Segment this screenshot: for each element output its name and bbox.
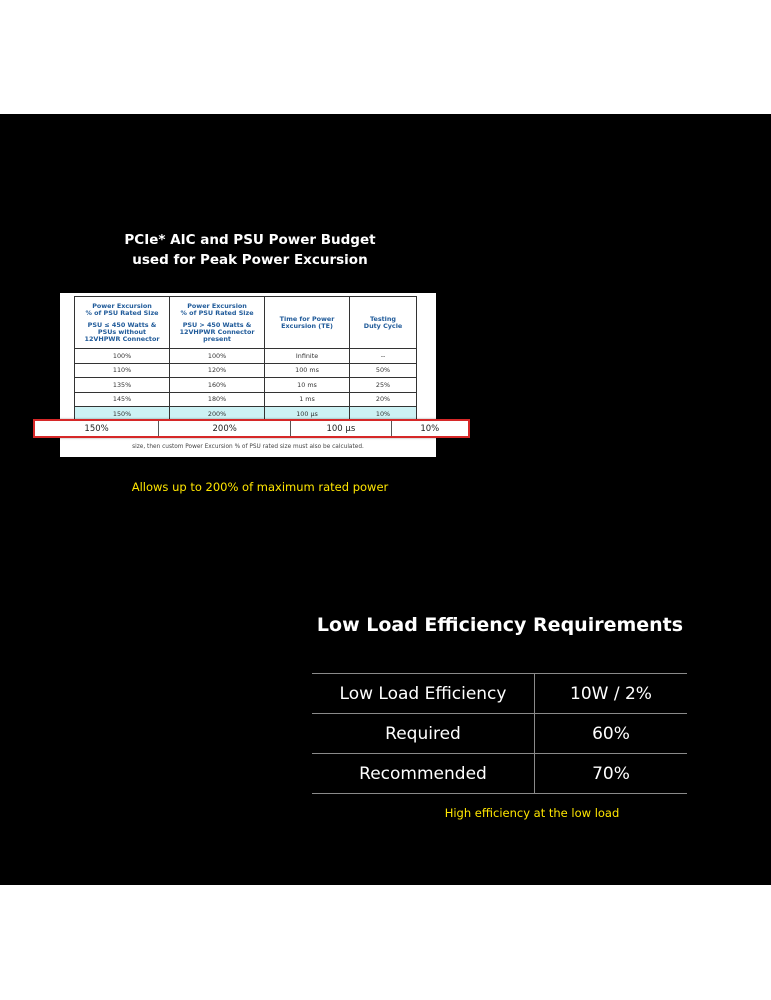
table-cell: 10% — [350, 407, 417, 422]
low-load-caption: High efficiency at the low load — [444, 806, 620, 820]
table-cell: 110% — [75, 363, 170, 378]
table-cell: 100 ms — [265, 363, 350, 378]
highlighted-row-callout — [33, 419, 470, 438]
table-row — [75, 392, 417, 407]
header-col-4 — [350, 297, 417, 349]
header-text: Power Excursion — [92, 301, 152, 310]
table-cell: 120% — [170, 363, 265, 378]
header-text: PSUs without — [97, 327, 147, 336]
header-col-1 — [75, 297, 170, 349]
header-text: Excursion (TE) — [281, 321, 333, 330]
table-cell: 60% — [535, 714, 688, 754]
table-cell: 70% — [535, 754, 688, 794]
callout-cell: 100 µs — [291, 421, 391, 436]
title-line-1: PCIe* AIC and PSU Power Budget — [124, 232, 376, 248]
table-row — [312, 674, 687, 714]
header-text: Testing — [369, 314, 397, 323]
table-cell: 25% — [350, 378, 417, 393]
low-load-title: Low Load Efficiency Requirements — [316, 614, 684, 636]
header-text: Duty Cycle — [363, 321, 403, 330]
header-text: present — [203, 334, 231, 343]
table-cell: 100% — [170, 349, 265, 364]
power-excursion-table — [74, 296, 417, 422]
header-text: % of PSU Rated Size — [85, 308, 159, 317]
callout-cell: 200% — [159, 421, 291, 436]
table-cell: -- — [350, 349, 417, 364]
header-text: % of PSU Rated Size — [180, 308, 254, 317]
header-col-3 — [265, 297, 350, 349]
header-text: 12VHPWR Connector — [84, 334, 160, 343]
table-cell: 10 ms — [265, 378, 350, 393]
header-text: 12VHPWR Connector — [179, 327, 255, 336]
title-line-2: used for Peak Power Excursion — [132, 252, 368, 268]
table-cell: 160% — [170, 378, 265, 393]
power-excursion-title — [100, 230, 400, 270]
header-col-2 — [170, 297, 265, 349]
table-cell: 1 ms — [265, 392, 350, 407]
header-text: Time for Power — [279, 314, 335, 323]
table-cell: 50% — [350, 363, 417, 378]
table-row — [75, 378, 417, 393]
table-cell: 100% — [75, 349, 170, 364]
table-cell: Required — [312, 714, 535, 754]
power-excursion-caption: Allows up to 200% of maximum rated power — [131, 480, 389, 494]
table-cell: 10W / 2% — [535, 674, 688, 714]
table-cell: 180% — [170, 392, 265, 407]
table-cell: Recommended — [312, 754, 535, 794]
callout-cell: 10% — [420, 423, 440, 434]
table-cell: Low Load Efficiency — [312, 674, 535, 714]
header-text: PSU > 450 Watts & — [182, 320, 252, 329]
header-text: Power Excursion — [187, 301, 247, 310]
document-footnote: size, then custom Power Excursion % of PSU rated size must also be calculated. — [132, 444, 364, 450]
table-row — [75, 363, 417, 378]
table-row — [312, 714, 687, 754]
table-cell: 100 µs — [265, 407, 350, 422]
table-cell: 20% — [350, 392, 417, 407]
header-text: PSU ≤ 450 Watts & — [87, 320, 157, 329]
table-cell: 150% — [75, 407, 170, 422]
table-cell: 200% — [170, 407, 265, 422]
table-cell: Infinite — [265, 349, 350, 364]
table-cell: 145% — [75, 392, 170, 407]
table-cell: 135% — [75, 378, 170, 393]
callout-cell: 150% — [35, 421, 159, 436]
table-row — [75, 349, 417, 364]
low-load-table — [312, 673, 687, 794]
table-row — [312, 754, 687, 794]
